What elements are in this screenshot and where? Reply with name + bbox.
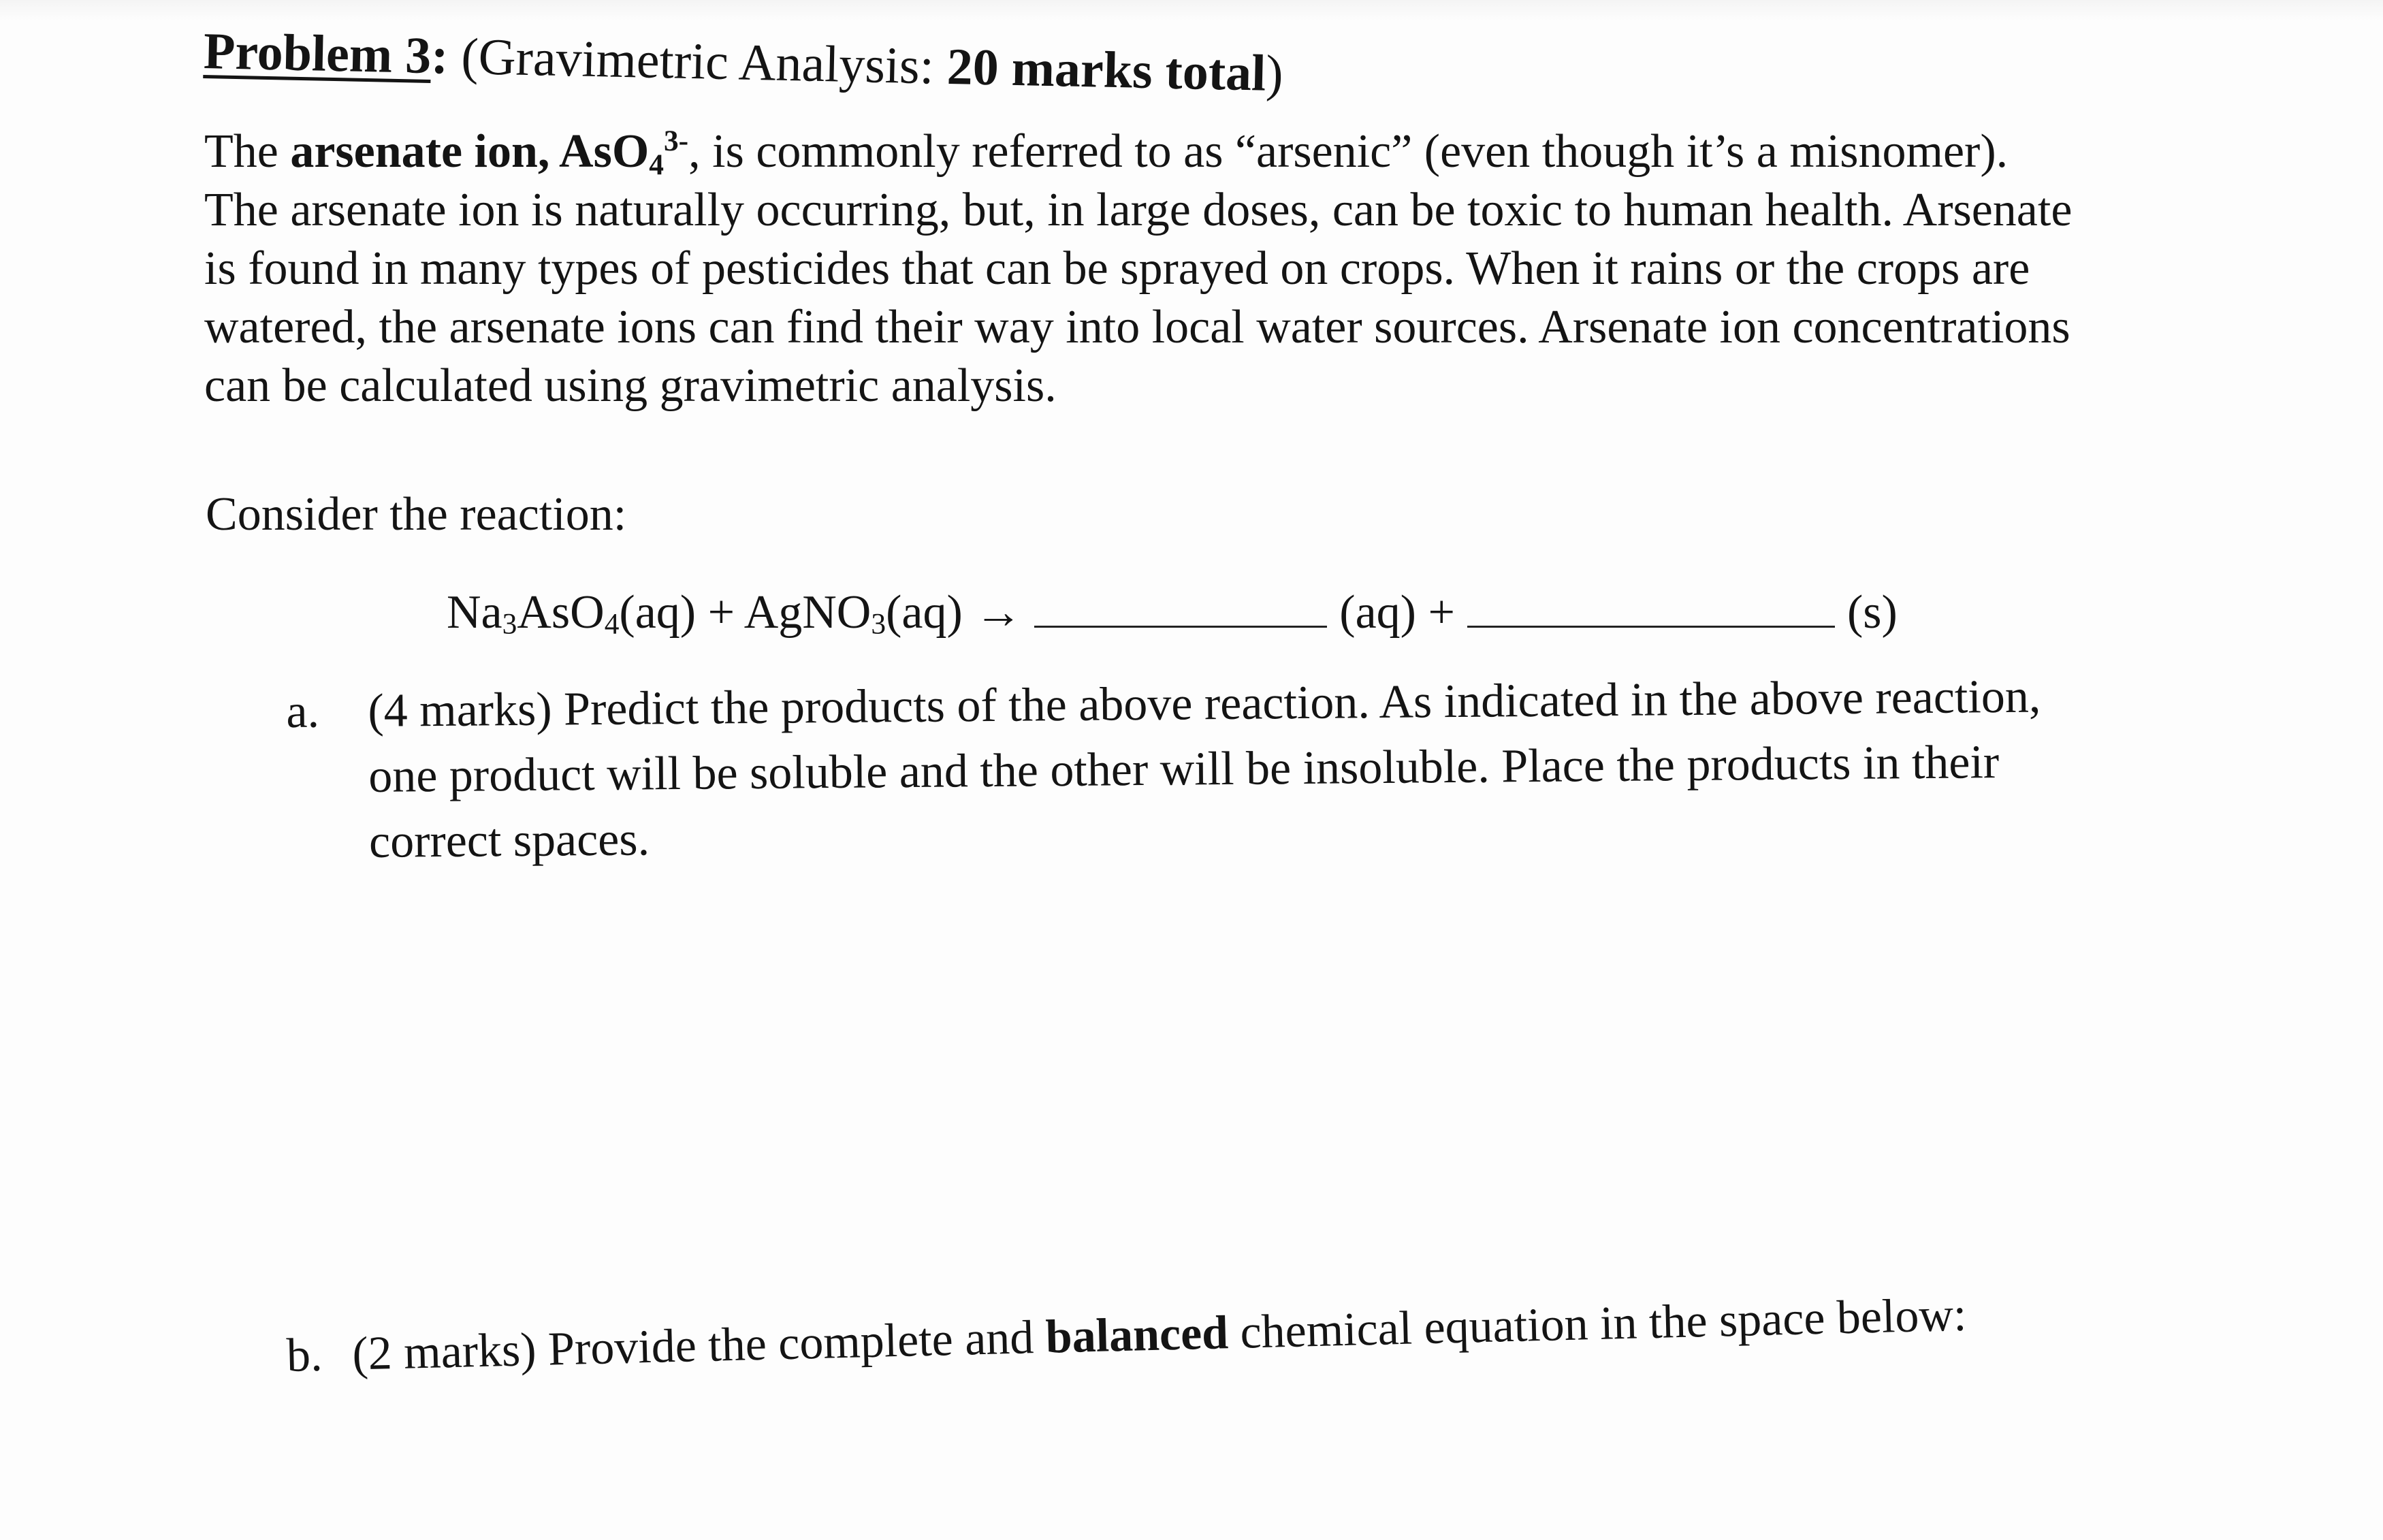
reactant-text: AsO	[517, 586, 605, 639]
question-b-text: chemical equation in the space below:	[1228, 1288, 1968, 1360]
intro-text: The	[204, 125, 291, 178]
problem-label: Problem 3	[203, 22, 432, 84]
page-edge-shadow	[0, 0, 2383, 20]
intro-line-3: is found in many types of pesticides that can be sprayed on crops. When it rains or the crops are	[204, 242, 2030, 295]
question-a-line-1: (4 marks) Predict the products of the above reaction. As indicated in the above reaction,	[368, 670, 2041, 737]
question-b-text: (2 marks) Provide the complete and	[351, 1311, 1046, 1381]
soluble-product-blank[interactable]	[1034, 616, 1327, 628]
arsenate-ion-term: arsenate ion, AsO	[290, 125, 650, 178]
problem-total-marks: 20 marks total	[946, 37, 1267, 102]
reactant-subscript: 3	[502, 607, 517, 641]
question-a-marker: a.	[286, 685, 320, 738]
question-a	[286, 662, 2248, 876]
solid-state-label: (s)	[1846, 586, 1898, 639]
question-b	[286, 1288, 1967, 1383]
reactant-subscript: 4	[604, 607, 620, 641]
intro-line-5: can be calculated using gravimetric analysis.	[204, 359, 1057, 412]
intro-line-2: The arsenate ion is naturally occurring, but, in large doses, can be toxic to human health. Arsenate	[204, 184, 2073, 236]
reaction-arrow: (aq) →	[886, 586, 1023, 639]
problem-heading	[203, 20, 1283, 105]
consider-reaction-text: Consider the reaction:	[206, 488, 627, 541]
intro-line-4: watered, the arsenate ions can find their way into local water sources. Arsenate ion concentrations	[204, 301, 2070, 353]
arsenate-subscript: 4	[649, 148, 664, 181]
arsenate-charge: 3-	[663, 125, 689, 158]
question-a-line-3: correct spaces.	[368, 813, 650, 868]
question-a-body	[368, 662, 2248, 875]
aqueous-state-label: (aq) +	[1339, 586, 1455, 639]
problem-colon: :	[430, 27, 449, 85]
intro-line-1	[204, 123, 2206, 181]
problem-topic-close: )	[1265, 44, 1284, 103]
reactant-text: Na	[447, 586, 502, 639]
question-b-marker: b.	[286, 1328, 323, 1382]
intro-text: , is commonly referred to as “arsenic” (even though it’s a misnomer).	[688, 125, 2009, 178]
intro-paragraph	[204, 123, 2206, 415]
question-a-line-2: one product will be soluble and the other will be insoluble. Place the products in their	[368, 736, 2000, 803]
balanced-keyword: balanced	[1044, 1306, 1229, 1364]
reactant-subscript: 3	[871, 607, 886, 641]
reactant-text: (aq) + AgNO	[619, 586, 871, 639]
reaction-equation	[447, 585, 1898, 640]
insoluble-product-blank[interactable]	[1467, 616, 1835, 628]
problem-topic-open: (Gravimetric Analysis:	[447, 27, 948, 95]
